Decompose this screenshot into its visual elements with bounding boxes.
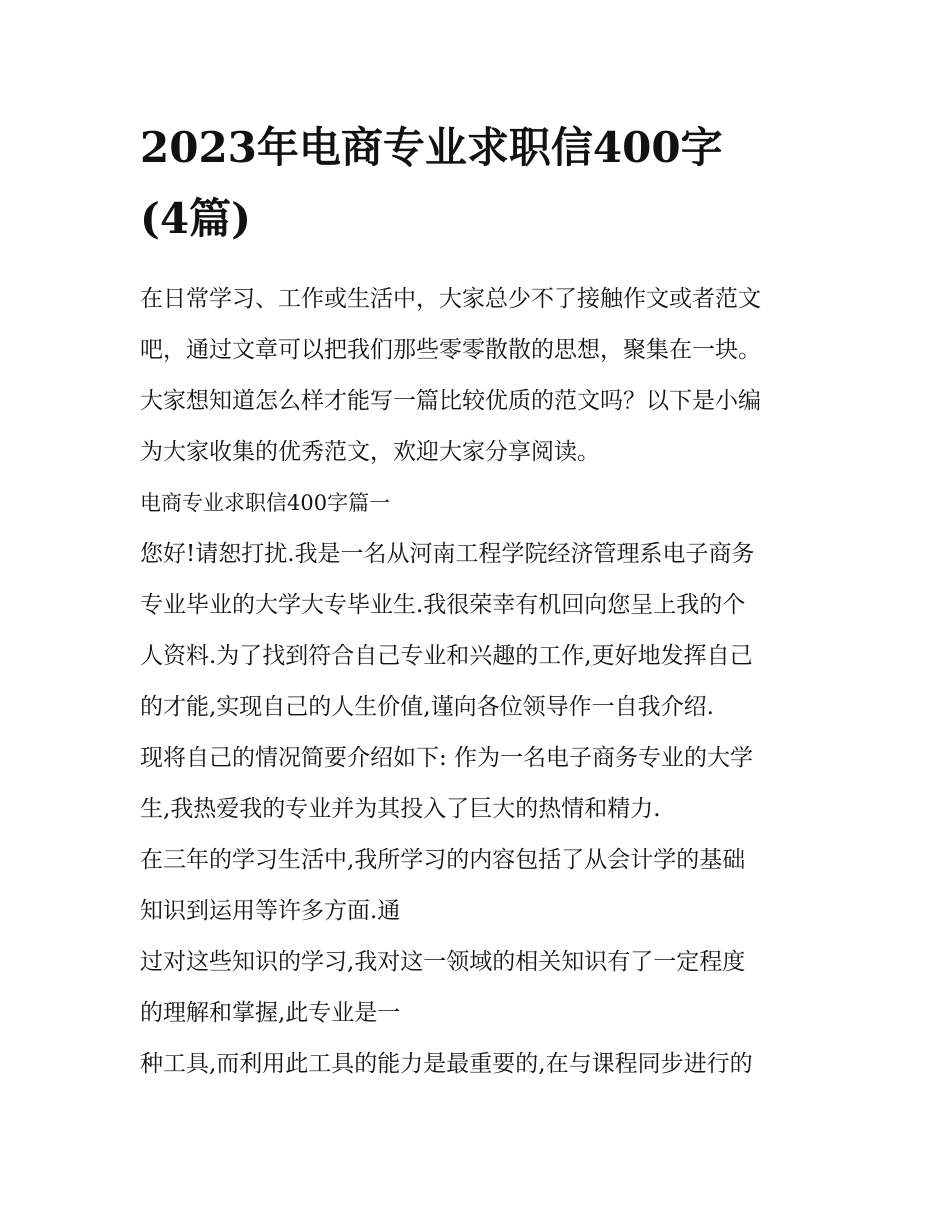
- section-heading: 电商专业求职信400字篇一: [140, 491, 391, 515]
- document-body: [140, 274, 820, 1090]
- body-line-11: 种工具,而利用此工具的能力是最重要的,在与课程同步进行的: [140, 1051, 753, 1077]
- body-line-6: 生,我热爱我的专业并为其投入了巨大的热情和精力.: [140, 796, 661, 822]
- body-line-7: 在三年的学习生活中,我所学习的内容包括了从会计学的基础: [140, 847, 746, 873]
- body-line-3: 人资料.为了找到符合自己专业和兴趣的工作,更好地发挥自己: [140, 643, 753, 669]
- title-line-2: (4篇): [140, 194, 251, 243]
- body-line-1: 您好!请恕打扰.我是一名从河南工程学院经济管理系电子商务: [140, 541, 755, 567]
- intro-line-2: 吧，通过文章可以把我们那些零零散散的思想，聚集在一块。: [140, 337, 761, 363]
- body-line-9: 过对这些知识的学习,我对这一领域的相关知识有了一定程度: [140, 949, 746, 975]
- body-line-4: 的才能,实现自己的人生价值,谨向各位领导作一自我介绍.: [140, 694, 714, 720]
- intro-line-3: 大家想知道怎么样才能写一篇比较优质的范文吗？以下是小编: [140, 388, 761, 414]
- intro-line-4: 为大家收集的优秀范文，欢迎大家分享阅读。: [140, 439, 600, 465]
- body-line-5: 现将自己的情况简要介绍如下: 作为一名电子商务专业的大学: [140, 745, 754, 771]
- body-line-2: 专业毕业的大学大专毕业生.我很荣幸有机回向您呈上我的个: [140, 592, 746, 618]
- intro-line-1: 在日常学习、工作或生活中，大家总少不了接触作文或者范文: [140, 286, 761, 312]
- document-title: [140, 112, 820, 254]
- body-line-10: 的理解和掌握,此专业是一: [140, 1000, 401, 1026]
- title-line-1: 2023年电商专业求职信400字: [140, 123, 723, 172]
- document-page: [140, 0, 820, 1229]
- body-line-8: 知识到运用等许多方面.通: [140, 898, 401, 924]
